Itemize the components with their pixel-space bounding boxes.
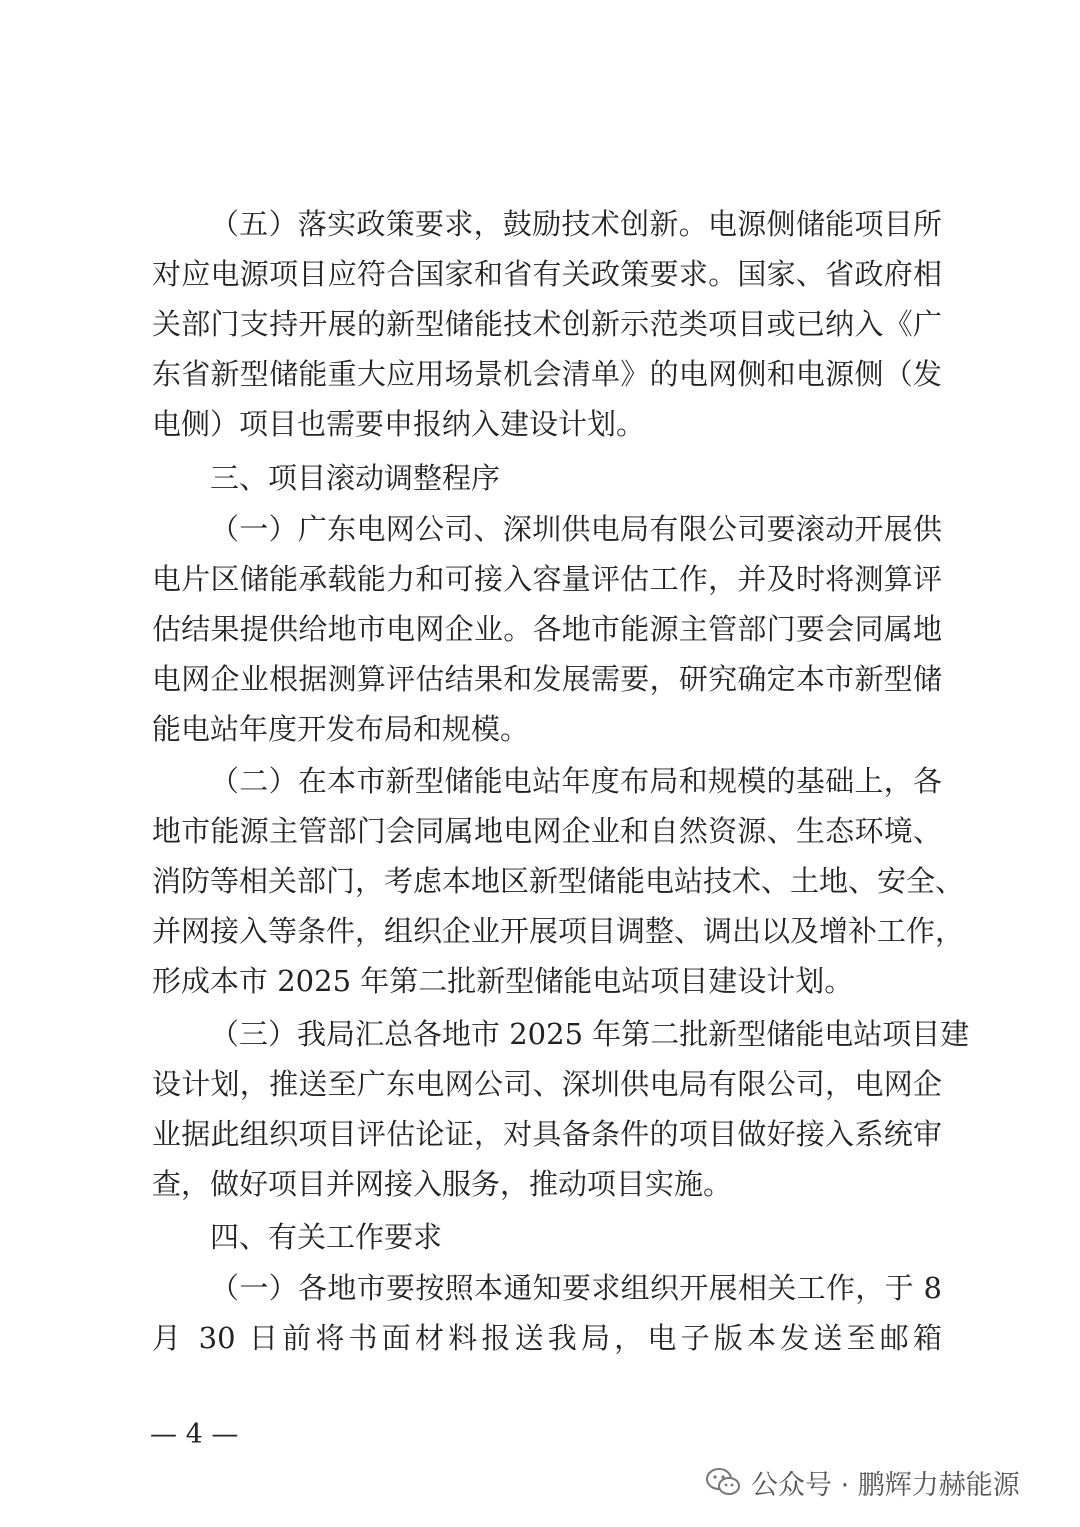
paragraph-5-line-2: 对应电源项目应符合国家和省有关政策要求。国家、省政府相 (152, 257, 942, 291)
section-3-p1-line-5: 能电站年度开发布局和规模。 (152, 712, 530, 746)
section-3-p1-line-1: （一）广东电网公司、深圳供电局有限公司要滚动开展供 (210, 512, 942, 546)
section-3-p2-line-2: 地市能源主管部门会同属地电网企业和自然资源、生态环境、 (152, 814, 942, 848)
section-3-p1-line-4: 电网企业根据测算评估结果和发展需要，研究确定本市新型储 (152, 662, 942, 696)
section-4-heading: 四、有关工作要求 (210, 1220, 443, 1254)
section-3-p2-line-4: 并网接入等条件，组织企业开展项目调整、调出以及增补工作， (152, 914, 965, 948)
section-3-p2-line-3: 消防等相关部门，考虑本地区新型储能电站技术、土地、安全、 (152, 864, 965, 898)
section-3-p3-line-1: （三）我局汇总各地市 2025 年第二批新型储能电站项目建 (210, 1017, 970, 1051)
watermark-text: 公众号 · 鹏辉力赫能源 (751, 1469, 1020, 1501)
paragraph-5-line-4: 东省新型储能重大应用场景机会清单》的电网侧和电源侧（发 (152, 357, 942, 391)
section-4-p1-line-1: （一）各地市要按照本通知要求组织开展相关工作，于 8 (210, 1271, 942, 1305)
section-4-p1-line-2: 月 30 日前将书面材料报送我局，电子版本发送至邮箱 (152, 1321, 942, 1355)
section-3-p3-line-4: 查，做好项目并网接入服务，推动项目实施。 (152, 1167, 733, 1201)
section-3-p3-line-3: 业据此组织项目评估论证，对具备条件的项目做好接入系统审 (152, 1117, 942, 1151)
paragraph-5-line-3: 关部门支持开展的新型储能技术创新示范类项目或已纳入《广 (152, 307, 942, 341)
watermark (705, 1460, 1020, 1504)
page-number: — 4 — (150, 1419, 239, 1450)
section-3-p2-line-1: （二）在本市新型储能电站年度布局和规模的基础上，各 (210, 764, 942, 798)
section-3-p2-line-5: 形成本市 2025 年第二批新型储能电站项目建设计划。 (152, 964, 854, 998)
paragraph-5-line-1: （五）落实政策要求，鼓励技术创新。电源侧储能项目所 (210, 207, 942, 241)
section-3-heading: 三、项目滚动调整程序 (210, 461, 501, 495)
section-3-p1-line-2: 电片区储能承载能力和可接入容量评估工作，并及时将测算评 (152, 562, 942, 596)
wechat-icon (705, 1467, 741, 1497)
section-3-p3-line-2: 设计划，推送至广东电网公司、深圳供电局有限公司，电网企 (152, 1067, 942, 1101)
paragraph-5-line-5: 电侧）项目也需要申报纳入建设计划。 (152, 407, 646, 441)
section-3-p1-line-3: 估结果提供给地市电网企业。各地市能源主管部门要会同属地 (152, 612, 942, 646)
